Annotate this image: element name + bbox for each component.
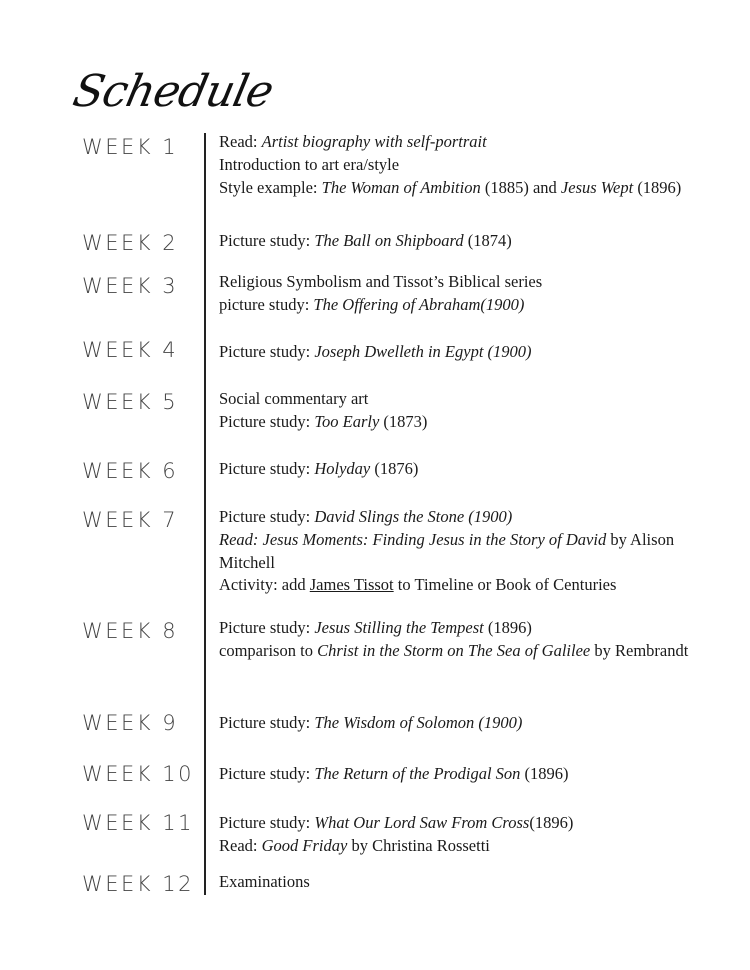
james-tissot-link[interactable]: James Tissot <box>309 575 394 595</box>
page-title: Schedule <box>68 66 278 117</box>
week-label: WEEK 10 <box>82 762 194 786</box>
week-label: WEEK 7 <box>82 508 179 532</box>
week-label: WEEK 12 <box>82 872 194 896</box>
week-12-content: Examinations <box>219 872 310 891</box>
week-9-content: Picture study: The Wisdom of Solomon (1900) <box>219 713 523 732</box>
week-1-content: Read: Artist biography with self-portrait Introduction to art era/style Style example: The Woman of Ambition (1885) and Jesus Wept (1896) <box>219 132 682 197</box>
week-label: WEEK 4 <box>82 338 179 362</box>
week-5-content: Social commentary art Picture study: Too Early (1873) <box>219 389 428 431</box>
week-label: WEEK 1 <box>82 135 179 159</box>
week-6-content: Picture study: Holyday (1876) <box>219 459 419 478</box>
week-11-content: Picture study: What Our Lord Saw From Cross(1896) Read: Good Friday by Christina Rossetti <box>219 813 574 855</box>
week-2-content: Picture study: The Ball on Shipboard (1874) <box>219 231 512 250</box>
week-label: WEEK 3 <box>82 274 179 298</box>
week-3-content: Religious Symbolism and Tissot’s Biblical series picture study: The Offering of Abraham(1900) <box>219 272 543 314</box>
week-label: WEEK 2 <box>82 231 179 255</box>
week-label: WEEK 8 <box>82 619 179 643</box>
week-label: WEEK 9 <box>82 711 179 735</box>
week-label: WEEK 11 <box>82 811 194 835</box>
week-7-content: Picture study: David Slings the Stone (1900) Read: Jesus Moments: Finding Jesus in the Story of David by Alison Mitchell Activity: add James Tissot to Timeline or Book of Centuries <box>219 507 675 595</box>
week-label: WEEK 6 <box>82 459 179 483</box>
week-label: WEEK 5 <box>82 390 179 414</box>
week-8-content: Picture study: Jesus Stilling the Tempest (1896) comparison to Christ in the Storm on The Sea of Galilee by Rembrandt <box>219 618 689 660</box>
vertical-divider <box>204 133 206 895</box>
week-10-content: Picture study: The Return of the Prodigal Son (1896) <box>219 764 569 783</box>
week-4-content: Picture study: Joseph Dwelleth in Egypt (1900) <box>219 342 532 361</box>
